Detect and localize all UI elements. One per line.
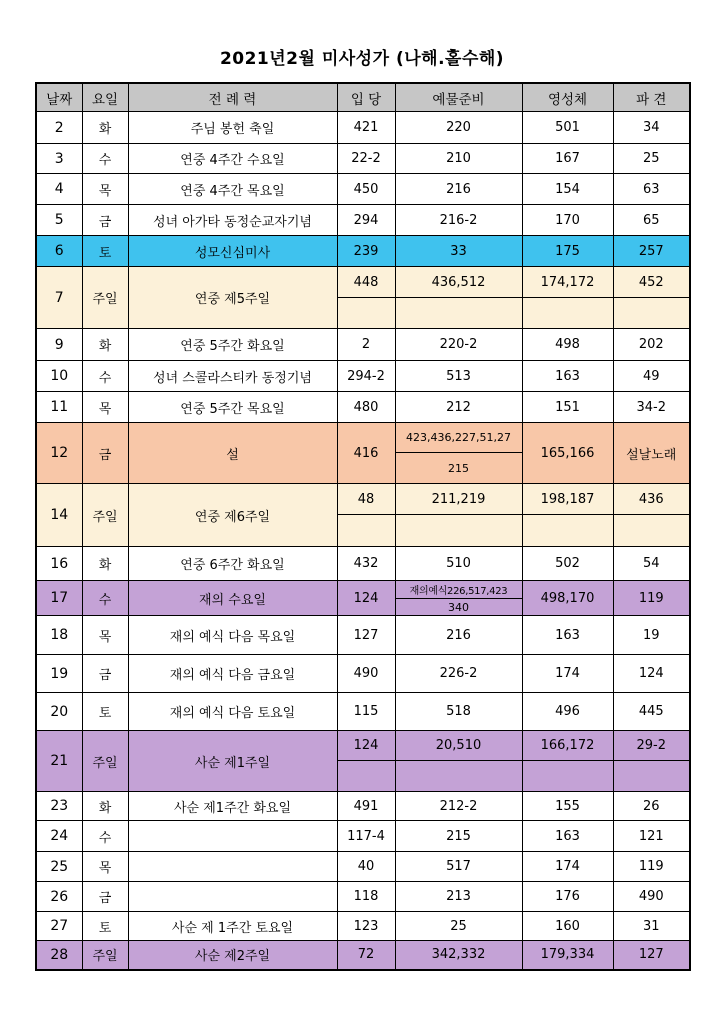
header-communion: 영성체 [522, 83, 613, 112]
dismissal-cell: 257 [613, 236, 690, 267]
header-dismissal: 파 견 [613, 83, 690, 112]
offertory-cell: 213 [395, 882, 522, 912]
dismissal-cell-empty [613, 515, 690, 547]
offertory-cell: 216-2 [395, 205, 522, 236]
entrance-cell: 115 [337, 693, 395, 731]
day-cell: 주일 [82, 731, 128, 792]
table-row [36, 205, 690, 236]
communion-cell: 198,187 [522, 484, 613, 515]
dismissal-cell-empty [613, 298, 690, 329]
table-row [36, 267, 690, 298]
entrance-cell: 432 [337, 547, 395, 581]
table-row [36, 484, 690, 515]
table-row [36, 655, 690, 693]
header-date: 날짜 [36, 83, 82, 112]
dismissal-cell: 34 [613, 112, 690, 144]
offertory-cell: 216 [395, 616, 522, 655]
communion-cell-empty [522, 298, 613, 329]
day-cell: 화 [82, 329, 128, 361]
day-cell: 금 [82, 882, 128, 912]
date-cell: 21 [36, 731, 82, 792]
offertory-cell: 513 [395, 361, 522, 392]
table-row [36, 852, 690, 882]
offertory-cell: 재의예식226,517,423 [395, 581, 522, 599]
entrance-cell: 127 [337, 616, 395, 655]
page-title: 2021년2월 미사성가 (나해.홀수해) [219, 49, 505, 69]
day-cell: 화 [82, 112, 128, 144]
day-cell: 금 [82, 423, 128, 484]
dismissal-cell: 54 [613, 547, 690, 581]
entrance-cell: 22-2 [337, 144, 395, 174]
entrance-cell: 72 [337, 941, 395, 970]
liturgy-cell [128, 882, 337, 912]
entrance-cell: 480 [337, 392, 395, 423]
day-cell: 수 [82, 361, 128, 392]
table-row [36, 174, 690, 205]
communion-cell: 167 [522, 144, 613, 174]
dismissal-cell: 127 [613, 941, 690, 970]
table-row [36, 547, 690, 581]
communion-cell: 155 [522, 792, 613, 821]
liturgy-cell: 사순 제1주일 [128, 731, 337, 792]
communion-cell: 174,172 [522, 267, 613, 298]
table-row [36, 821, 690, 852]
communion-cell: 154 [522, 174, 613, 205]
table-row [36, 616, 690, 655]
table-row [36, 236, 690, 267]
date-cell: 28 [36, 941, 82, 970]
day-cell: 주일 [82, 941, 128, 970]
table-row [36, 731, 690, 761]
entrance-cell: 448 [337, 267, 395, 298]
entrance-cell: 491 [337, 792, 395, 821]
offertory-cell: 220 [395, 112, 522, 144]
dismissal-cell: 29-2 [613, 731, 690, 761]
entrance-cell: 123 [337, 912, 395, 941]
day-cell: 주일 [82, 484, 128, 547]
offertory-cell: 20,510 [395, 731, 522, 761]
dismissal-cell: 25 [613, 144, 690, 174]
offertory-cell: 25 [395, 912, 522, 941]
dismissal-cell: 65 [613, 205, 690, 236]
dismissal-cell: 490 [613, 882, 690, 912]
offertory-cell: 436,512 [395, 267, 522, 298]
date-cell: 7 [36, 267, 82, 329]
entrance-cell: 421 [337, 112, 395, 144]
day-cell: 목 [82, 174, 128, 205]
liturgy-cell: 연중 4주간 수요일 [128, 144, 337, 174]
entrance-cell: 40 [337, 852, 395, 882]
day-cell: 수 [82, 144, 128, 174]
day-cell: 목 [82, 852, 128, 882]
liturgy-cell: 연중 제5주일 [128, 267, 337, 329]
communion-cell: 174 [522, 852, 613, 882]
day-cell: 주일 [82, 267, 128, 329]
communion-cell: 163 [522, 361, 613, 392]
offertory-cell-2: 215 [395, 453, 522, 484]
date-cell: 17 [36, 581, 82, 616]
dismissal-cell: 설날노래 [613, 423, 690, 484]
header-row [36, 83, 690, 112]
communion-cell-empty [522, 515, 613, 547]
date-cell: 6 [36, 236, 82, 267]
date-cell: 3 [36, 144, 82, 174]
offertory-cell: 212 [395, 392, 522, 423]
entrance-cell-empty [337, 761, 395, 792]
day-cell: 토 [82, 693, 128, 731]
dismissal-cell: 119 [613, 852, 690, 882]
entrance-cell: 416 [337, 423, 395, 484]
dismissal-cell: 202 [613, 329, 690, 361]
liturgy-cell [128, 821, 337, 852]
dismissal-cell: 63 [613, 174, 690, 205]
communion-cell: 496 [522, 693, 613, 731]
dismissal-cell: 119 [613, 581, 690, 616]
day-cell: 금 [82, 205, 128, 236]
liturgy-cell: 연중 5주간 목요일 [128, 392, 337, 423]
dismissal-cell: 452 [613, 267, 690, 298]
dismissal-cell: 19 [613, 616, 690, 655]
offertory-cell: 216 [395, 174, 522, 205]
date-cell: 16 [36, 547, 82, 581]
date-cell: 27 [36, 912, 82, 941]
offertory-cell: 517 [395, 852, 522, 882]
table-row [36, 144, 690, 174]
entrance-cell: 48 [337, 484, 395, 515]
entrance-cell: 239 [337, 236, 395, 267]
liturgy-cell: 주님 봉헌 축일 [128, 112, 337, 144]
offertory-cell: 518 [395, 693, 522, 731]
date-cell: 2 [36, 112, 82, 144]
dismissal-cell: 124 [613, 655, 690, 693]
date-cell: 24 [36, 821, 82, 852]
day-cell: 토 [82, 236, 128, 267]
offertory-cell: 212-2 [395, 792, 522, 821]
entrance-cell: 294-2 [337, 361, 395, 392]
day-cell: 금 [82, 655, 128, 693]
liturgy-cell: 재의 예식 다음 토요일 [128, 693, 337, 731]
offertory-cell-2: 340 [395, 599, 522, 616]
table-row [36, 423, 690, 453]
offertory-cell: 226-2 [395, 655, 522, 693]
day-cell: 화 [82, 547, 128, 581]
communion-cell: 163 [522, 616, 613, 655]
communion-cell: 151 [522, 392, 613, 423]
date-cell: 18 [36, 616, 82, 655]
offertory-cell: 423,436,227,51,27 [395, 423, 522, 453]
table-row [36, 792, 690, 821]
table-row [36, 941, 690, 970]
day-cell: 목 [82, 616, 128, 655]
hymn-schedule-table [35, 82, 691, 971]
offertory-cell: 220-2 [395, 329, 522, 361]
date-cell: 19 [36, 655, 82, 693]
entrance-cell: 2 [337, 329, 395, 361]
communion-cell: 174 [522, 655, 613, 693]
table-row [36, 882, 690, 912]
entrance-cell-empty [337, 515, 395, 547]
communion-cell: 498,170 [522, 581, 613, 616]
liturgy-cell: 연중 6주간 화요일 [128, 547, 337, 581]
liturgy-cell: 설 [128, 423, 337, 484]
entrance-cell: 124 [337, 731, 395, 761]
offertory-cell-empty [395, 761, 522, 792]
day-cell: 수 [82, 821, 128, 852]
table-row [36, 329, 690, 361]
header-liturgy: 전 례 력 [128, 83, 337, 112]
offertory-cell: 211,219 [395, 484, 522, 515]
offertory-cell: 342,332 [395, 941, 522, 970]
liturgy-cell: 재의 예식 다음 목요일 [128, 616, 337, 655]
liturgy-cell: 재의 예식 다음 금요일 [128, 655, 337, 693]
header-offertory: 예물준비 [395, 83, 522, 112]
offertory-cell-empty [395, 298, 522, 329]
liturgy-cell: 사순 제2주일 [128, 941, 337, 970]
communion-cell: 170 [522, 205, 613, 236]
date-cell: 9 [36, 329, 82, 361]
table-row [36, 392, 690, 423]
communion-cell: 166,172 [522, 731, 613, 761]
communion-cell: 498 [522, 329, 613, 361]
offertory-cell-empty [395, 515, 522, 547]
entrance-cell: 118 [337, 882, 395, 912]
date-cell: 5 [36, 205, 82, 236]
communion-cell: 502 [522, 547, 613, 581]
communion-cell: 165,166 [522, 423, 613, 484]
day-cell: 목 [82, 392, 128, 423]
dismissal-cell: 31 [613, 912, 690, 941]
communion-cell-empty [522, 761, 613, 792]
header-entrance: 입 당 [337, 83, 395, 112]
liturgy-cell: 재의 수요일 [128, 581, 337, 616]
communion-cell: 163 [522, 821, 613, 852]
date-cell: 25 [36, 852, 82, 882]
table-row [36, 581, 690, 599]
table-row [36, 361, 690, 392]
communion-cell: 501 [522, 112, 613, 144]
liturgy-cell: 성모신심미사 [128, 236, 337, 267]
liturgy-cell: 사순 제1주간 화요일 [128, 792, 337, 821]
table-row [36, 693, 690, 731]
liturgy-cell: 연중 4주간 목요일 [128, 174, 337, 205]
date-cell: 4 [36, 174, 82, 205]
entrance-cell-empty [337, 298, 395, 329]
offertory-cell: 33 [395, 236, 522, 267]
date-cell: 10 [36, 361, 82, 392]
day-cell: 토 [82, 912, 128, 941]
liturgy-cell: 사순 제 1주간 토요일 [128, 912, 337, 941]
liturgy-cell: 성녀 아가타 동정순교자기념 [128, 205, 337, 236]
date-cell: 20 [36, 693, 82, 731]
entrance-cell: 450 [337, 174, 395, 205]
dismissal-cell: 445 [613, 693, 690, 731]
liturgy-cell: 연중 제6주일 [128, 484, 337, 547]
date-cell: 23 [36, 792, 82, 821]
dismissal-cell: 49 [613, 361, 690, 392]
entrance-cell: 294 [337, 205, 395, 236]
day-cell: 화 [82, 792, 128, 821]
liturgy-cell [128, 852, 337, 882]
dismissal-cell: 26 [613, 792, 690, 821]
day-cell: 수 [82, 581, 128, 616]
date-cell: 26 [36, 882, 82, 912]
date-cell: 12 [36, 423, 82, 484]
table-row [36, 112, 690, 144]
header-day: 요일 [82, 83, 128, 112]
communion-cell: 176 [522, 882, 613, 912]
dismissal-cell: 121 [613, 821, 690, 852]
communion-cell: 160 [522, 912, 613, 941]
entrance-cell: 124 [337, 581, 395, 616]
offertory-cell: 215 [395, 821, 522, 852]
dismissal-cell-empty [613, 761, 690, 792]
liturgy-cell: 연중 5주간 화요일 [128, 329, 337, 361]
offertory-cell: 210 [395, 144, 522, 174]
communion-cell: 179,334 [522, 941, 613, 970]
communion-cell: 175 [522, 236, 613, 267]
dismissal-cell: 34-2 [613, 392, 690, 423]
date-cell: 11 [36, 392, 82, 423]
liturgy-cell: 성녀 스콜라스티카 동정기념 [128, 361, 337, 392]
dismissal-cell: 436 [613, 484, 690, 515]
table-row [36, 912, 690, 941]
offertory-cell: 510 [395, 547, 522, 581]
entrance-cell: 117-4 [337, 821, 395, 852]
date-cell: 14 [36, 484, 82, 547]
entrance-cell: 490 [337, 655, 395, 693]
